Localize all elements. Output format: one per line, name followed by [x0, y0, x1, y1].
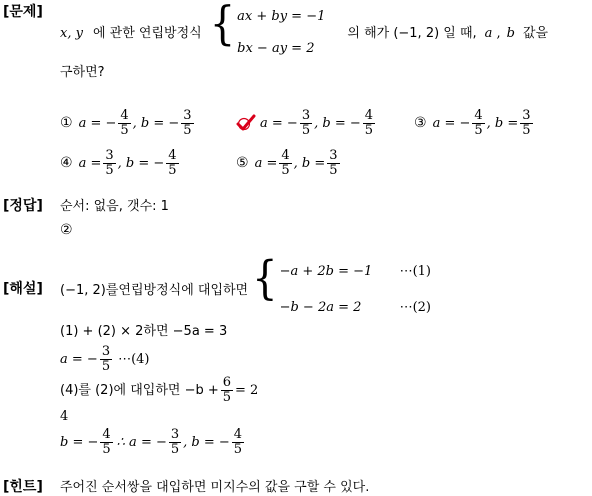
choice-a-num: 4 [120, 107, 129, 123]
step3-suffix: = 2 [235, 382, 259, 398]
choice-a-num: 4 [474, 107, 483, 123]
choice-b-label: , b = − [132, 115, 180, 131]
choice-b-num: 3 [329, 147, 338, 163]
explanation-tag: [해설] [3, 281, 43, 297]
step5-num2: 3 [170, 426, 180, 442]
choice-2[interactable] [260, 106, 377, 140]
choice-3[interactable] [414, 106, 535, 140]
choice-b-label: , b = [486, 115, 519, 131]
step5-num: 4 [102, 426, 111, 442]
choice-b-den: 5 [364, 122, 374, 138]
hint-tag: [힌트] [3, 479, 43, 495]
problem-tail-text: 의 해가 (−1, 2) 일 때, [347, 25, 477, 41]
step5-den2: 5 [170, 441, 180, 457]
choice-b-den: 5 [329, 162, 338, 178]
explanation-sys2: −b − 2a = 2 [279, 300, 362, 315]
step5-num3: 4 [233, 426, 243, 442]
choice-1[interactable] [60, 106, 196, 140]
choice-a-label: a = [78, 155, 102, 171]
problem-tail-b: b [506, 25, 515, 41]
choice-a-num: 3 [105, 147, 114, 163]
explanation-step4: 4 [60, 409, 69, 424]
step5-mid2: , b = − [183, 434, 230, 450]
choice-b-num: 4 [364, 107, 374, 123]
step2-ref: ⋯(4) [118, 351, 150, 367]
step2-num: 3 [101, 343, 111, 359]
step3-den: 5 [222, 389, 232, 405]
choice-a-den: 5 [301, 122, 311, 138]
step5-mid: ∴ a = − [116, 434, 167, 450]
choice-a-den: 5 [281, 162, 290, 178]
problem-statement [60, 2, 548, 64]
step2-prefix: a = − [60, 351, 98, 367]
problem-line2: 구하면? [60, 65, 105, 80]
choice-a-label: a = − [432, 115, 471, 131]
choice-5[interactable] [236, 146, 342, 180]
choice-b-den: 5 [522, 122, 531, 138]
explanation-sys1: −a + 2b = −1 [279, 264, 373, 279]
problem-tail-end: 값을 [522, 25, 549, 41]
choice-a-label: a = [254, 155, 278, 171]
choice-a-den: 5 [474, 122, 483, 138]
explanation-sys1-ref: ⋯(1) [399, 264, 431, 279]
choice-mark: ⑤ [236, 155, 249, 171]
step3-prefix: (4)를 (2)에 대입하면 −b + [60, 382, 219, 398]
problem-vars: x, y [60, 25, 83, 41]
explanation-intro-row [60, 252, 431, 322]
choice-a-den: 5 [120, 122, 129, 138]
problem-lead-text: 에 관한 연립방정식 [92, 25, 202, 41]
problem-tag: [문제] [3, 4, 43, 20]
step3-num: 6 [222, 374, 232, 390]
problem-tail-a: a [484, 25, 493, 41]
choice-b-num: 3 [183, 107, 192, 123]
choice-4[interactable] [60, 146, 181, 180]
step5-den: 5 [102, 441, 111, 457]
hint-text: 주어진 순서쌍을 대입하면 미지수의 값을 구할 수 있다. [60, 480, 370, 495]
answer-tag: [정답] [3, 198, 43, 214]
choice-b-label: , b = [293, 155, 326, 171]
choice-b-den: 5 [183, 122, 192, 138]
choice-mark: ① [60, 115, 73, 131]
problem-eq2: bx − ay = 2 [237, 41, 315, 56]
choice-a-label: a = − [78, 115, 117, 131]
choice-b-den: 5 [168, 162, 177, 178]
check-mark-icon [236, 114, 256, 132]
answer-line2: ② [60, 222, 73, 238]
choice-b-num: 4 [168, 147, 177, 163]
explanation-step3 [60, 374, 258, 406]
choice-b-label: , b = − [117, 155, 165, 171]
explanation-sys2-ref: ⋯(2) [399, 300, 431, 315]
choice-a-num: 3 [301, 107, 311, 123]
problem-eq1: ax + by = −1 [237, 9, 326, 24]
step2-den: 5 [101, 358, 111, 374]
explanation-system [252, 252, 431, 318]
step5-den3: 5 [233, 441, 243, 457]
problem-tail-comma: , [496, 25, 501, 41]
choice-a-num: 4 [281, 147, 290, 163]
choice-b-num: 3 [522, 107, 531, 123]
left-brace: { [252, 252, 278, 305]
left-brace: { [209, 0, 236, 51]
choice-b-label: , b = − [314, 115, 361, 131]
choice-a-label: a = − [260, 115, 298, 131]
explanation-step1: (1) + (2) × 2하면 −5a = 3 [60, 324, 228, 339]
choice-mark: ④ [60, 155, 73, 171]
explanation-step2 [60, 344, 150, 374]
choice-mark: ③ [414, 115, 427, 131]
problem-system [209, 0, 326, 59]
step5-prefix: b = − [60, 434, 99, 450]
explanation-step5 [60, 424, 246, 460]
answer-line1: 순서: 없음, 갯수: 1 [60, 199, 169, 214]
explanation-intro: (−1, 2)를연립방정식에 대입하면 [60, 282, 249, 298]
choice-a-den: 5 [105, 162, 114, 178]
